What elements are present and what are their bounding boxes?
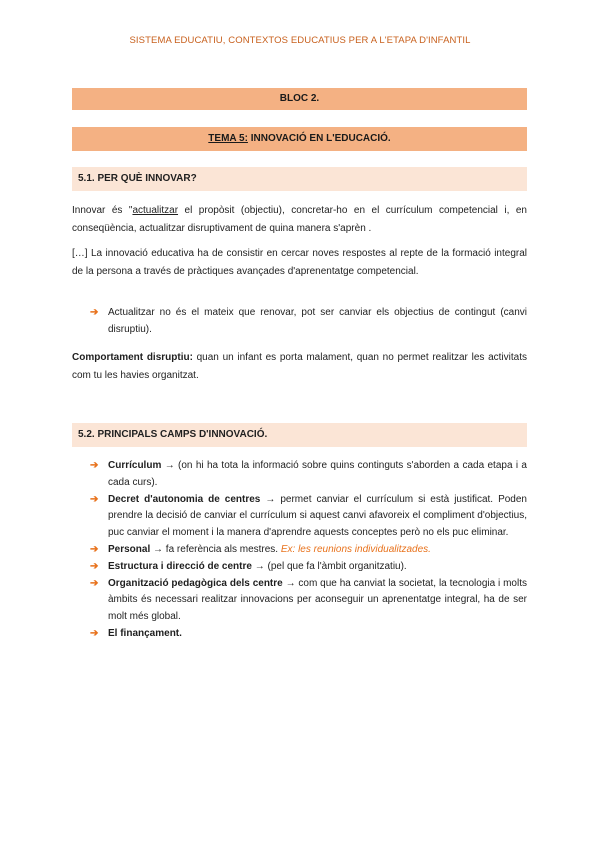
list-item [90, 492, 527, 542]
term-definition: quan un infant es porta malament, quan no permet realitzar les activitats com tu les havies organitzat. [72, 352, 527, 381]
item-term: Currículum [108, 460, 162, 471]
paragraph-innovar-end: el propòsit (objectiu), concretar-ho en el currículum competencial i, en conseqüència, actualitzar disruptivament de quina manera s'aprèn . [72, 205, 527, 234]
item-term: Personal [108, 543, 151, 555]
term-bold: Comportament disruptiu: [72, 352, 193, 363]
item-term: El finançament. [108, 627, 182, 639]
list-item [90, 458, 527, 492]
arrow-bullet-icon: ➔ [90, 560, 99, 572]
list-item [90, 305, 527, 339]
paragraph-innovar [72, 202, 527, 237]
item-text: → com que ha canviat la societat, la tecnologia i molts àmbits és necessari realitzar innovacions per aconseguir un aprenentatge integral, ha de ser molt més global. [108, 577, 527, 623]
bloc-heading: BLOC 2. [72, 88, 527, 110]
section-2-list [90, 458, 527, 643]
arrow-bullet-icon: ➔ [90, 307, 99, 318]
item-term: Decret d'autonomia de centres [108, 493, 261, 505]
item-example: Ex: les reunions individualitzades. [280, 543, 431, 555]
underlined-term: actualitzar [132, 205, 179, 216]
list-item [90, 576, 527, 626]
arrow-bullet-icon: ➔ [90, 460, 99, 471]
page-header: SISTEMA EDUCATIU, CONTEXTOS EDUCATIUS PER A L'ETAPA D'INFANTIL [129, 35, 471, 46]
tema-prefix: TEMA 5: [208, 133, 248, 144]
arrow-bullet-icon: ➔ [90, 543, 99, 555]
section-2-heading: 5.2. PRINCIPALS CAMPS D'INNOVACIÓ. [72, 423, 527, 447]
tema-heading [72, 127, 527, 151]
arrow-bullet-icon: ➔ [90, 627, 99, 639]
tema-title: INNOVACIÓ EN L'EDUCACIÓ. [247, 133, 391, 144]
list-item [90, 542, 527, 559]
item-term: Estructura i direcció de centre [108, 560, 252, 572]
paragraph-innovacio-educativa: […] La innovació educativa ha de consistir en cercar noves respostes al repte de la formació integral de la persona a través de pràctiques avançades d'aprenentatge competencial. [72, 248, 527, 277]
paragraph-innovar-start: Innovar és " [72, 205, 133, 216]
list-item [90, 626, 527, 643]
section-1-heading: 5.1. PER QUÈ INNOVAR? [72, 167, 527, 191]
item-text: → permet canviar el currículum si està justificat. Poden prendre la decisió de canviar el currículum si aquest canvi afavoreix el compliment d'objectius, puc canviar el moment i la manera d'aprendre aquests conceptes però no els puc eliminar. [108, 493, 527, 539]
list-item [90, 559, 527, 576]
arrow-bullet-icon: ➔ [90, 577, 99, 589]
section-1-list [90, 305, 527, 339]
list-item-text: Actualitzar no és el mateix que renovar, pot ser canviar els objectius de contingut (canvi disruptiu). [108, 307, 527, 335]
item-term: Organització pedagògica dels centre [108, 577, 283, 589]
item-text: → (on hi ha tota la informació sobre quins continguts s'aborden a cada etapa i a cada curs). [108, 460, 527, 488]
paragraph-comportament [72, 349, 527, 384]
arrow-bullet-icon: ➔ [90, 493, 99, 505]
item-text: → fa referència als mestres. [150, 543, 281, 555]
item-text: → (pel que fa l'àmbit organitzatiu). [251, 560, 407, 572]
